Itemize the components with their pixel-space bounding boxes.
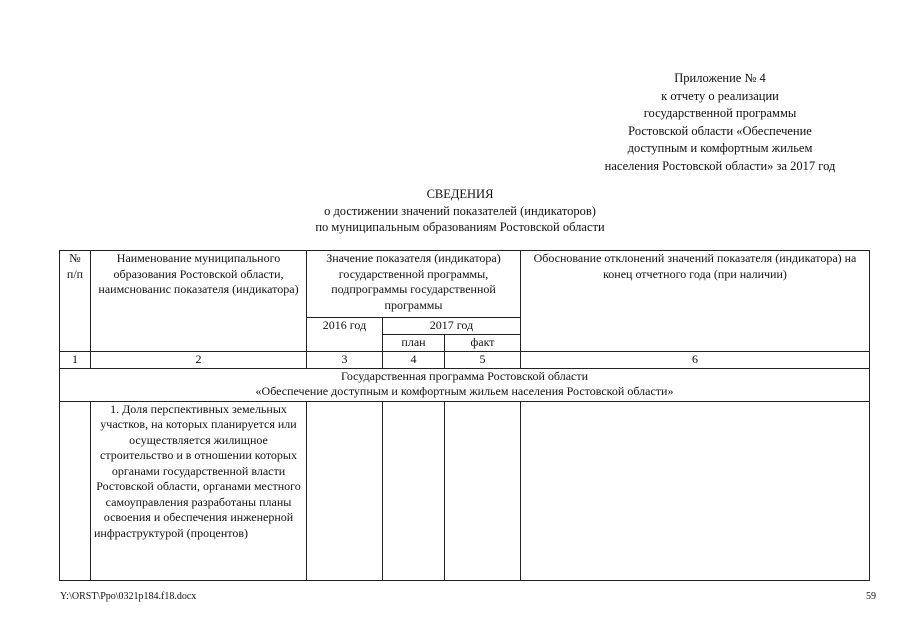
header-name: Наименование муниципального образования Ростовской области, наимснованис показателя (индикатора) bbox=[91, 251, 307, 352]
document-heading bbox=[180, 186, 740, 236]
row-num bbox=[60, 401, 91, 580]
header-fact: факт bbox=[445, 334, 521, 351]
program-title-line-1: Государственная программа Ростовской области bbox=[340, 368, 589, 383]
document-subtitle-line-1: о достижении значений показателей (индикаторов) bbox=[324, 203, 596, 218]
row-fact-value bbox=[445, 401, 521, 580]
column-number: 5 bbox=[445, 351, 521, 368]
column-number: 3 bbox=[307, 351, 383, 368]
document-title: СВЕДЕНИЯ bbox=[426, 187, 494, 201]
column-number: 1 bbox=[60, 351, 91, 368]
appendix-line: доступным и комфортным жильем bbox=[627, 141, 813, 155]
table-row bbox=[60, 401, 870, 580]
column-number: 4 bbox=[383, 351, 445, 368]
appendix-line: Ростовской области «Обеспечение bbox=[628, 123, 812, 138]
appendix-line: Приложение № 4 bbox=[674, 71, 766, 85]
appendix-line: государственной программы bbox=[643, 106, 797, 120]
row-indicator-name: 1. Доля перспективных земельных участков, на которых планируется или осуществляется жилищное строительство и в отношении которых органами государственной власти Ростовской области, органами местного самоуправления разработаны планы освоения и обеспечения инженерной инфраструктурой (процентов) bbox=[91, 401, 307, 580]
row-2016-value bbox=[307, 401, 383, 580]
header-2016: 2016 год bbox=[307, 318, 383, 352]
footer-file-path: Y:\ORST\Ppo\0321p184.f18.docx bbox=[60, 591, 197, 602]
appendix-line: населения Ростовской области» за 2017 год bbox=[604, 158, 836, 173]
document-subtitle-line-2: по муниципальным образованиям Ростовской области bbox=[315, 220, 605, 234]
page-number: 59 bbox=[866, 591, 876, 602]
header-value: Значение показателя (индикатора) государственной программы, подпрограммы государственной программы bbox=[307, 251, 521, 318]
indicators-table bbox=[59, 250, 870, 581]
row-plan-value bbox=[383, 401, 445, 580]
header-num: № п/п bbox=[60, 251, 91, 352]
program-row bbox=[60, 368, 870, 401]
program-title-line-2: «Обеспечение доступным и комфортным жильем населения Ростовской области» bbox=[255, 384, 674, 398]
header-2017: 2017 год bbox=[383, 318, 521, 335]
column-number: 2 bbox=[91, 351, 307, 368]
column-number-row bbox=[60, 351, 870, 368]
header-plan: план bbox=[383, 334, 445, 351]
appendix-line: к отчету о реализации bbox=[661, 88, 779, 103]
header-justification: Обоснование отклонений значений показателя (индикатора) на конец отчетного года (при наличии) bbox=[521, 251, 870, 352]
column-number: 6 bbox=[521, 351, 870, 368]
program-title bbox=[60, 368, 870, 401]
row-justification bbox=[521, 401, 870, 580]
appendix-block bbox=[560, 70, 880, 175]
